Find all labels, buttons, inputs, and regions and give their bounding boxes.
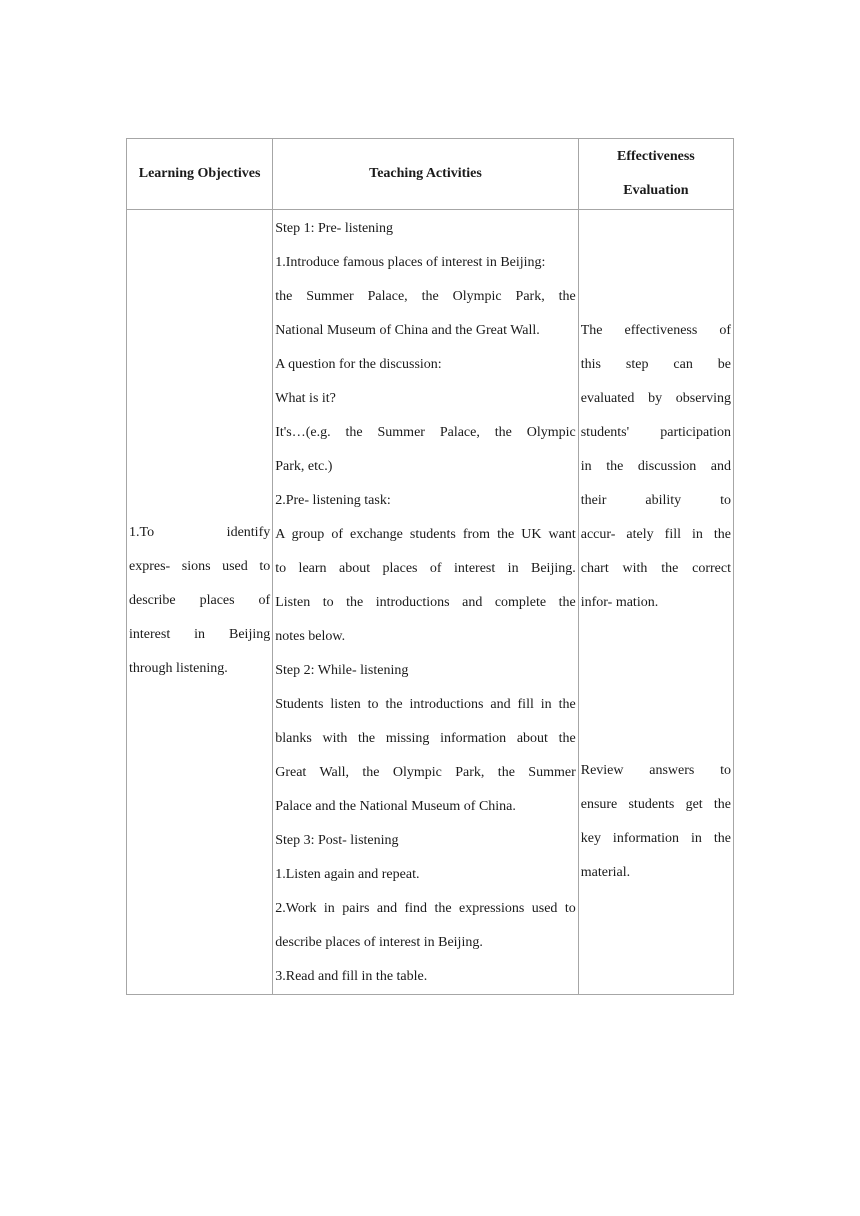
activity-line: Students listen to the introductions and fill in the [275,697,576,712]
activity-line: Listen to the introductions and complete the [275,595,576,610]
evaluation-line: chart with the correct [580,561,731,576]
lesson-plan-table [126,138,734,995]
activity-line: 1.Listen again and repeat. [275,867,420,882]
activity-line: Step 1: Pre- listening [275,221,394,236]
evaluation-line: material. [580,865,631,880]
evaluation-line: Review answers to [580,763,731,778]
activity-line: 2.Work in pairs and find the expressions used to [275,901,576,916]
activity-line: A question for the discussion: [275,357,442,372]
activity-line: National Museum of China and the Great Wall. [275,323,540,338]
header-activities-label: Teaching Activities [369,166,482,181]
objective-line: expres- sions used to [129,559,271,574]
activity-line: A group of exchange students from the UK want [275,527,576,542]
content-row [127,210,734,995]
activity-line: Step 3: Post- listening [275,833,399,848]
evaluation-text-step2 [579,754,733,890]
activity-line: notes below. [275,629,346,644]
evaluation-line: in the discussion and [580,459,731,474]
evaluation-line: ensure students get the [580,797,731,812]
activities-cell [273,210,579,995]
evaluation-text-step1 [579,314,733,620]
activity-line: Step 2: While- listening [275,663,409,678]
objective-line: through listening. [129,661,228,676]
evaluation-line: key information in the [580,831,731,846]
evaluation-line: accur- ately fill in the [580,527,731,542]
objective-line: 1.To identify [129,525,271,540]
objective-line: describe places of [129,593,271,608]
header-learning-objectives [127,139,273,210]
objectives-cell [127,210,273,995]
activity-line: Palace and the National Museum of China. [275,799,516,814]
evaluation-line: The effectiveness of [580,323,731,338]
activity-line: Great Wall, the Olympic Park, the Summer [275,765,576,780]
evaluation-line: their ability to [580,493,731,508]
activity-line: the Summer Palace, the Olympic Park, the [275,289,576,304]
evaluation-line: evaluated by observing [580,391,731,406]
activity-line: What is it? [275,391,336,406]
header-teaching-activities [273,139,579,210]
objective-line: interest in Beijing [129,627,271,642]
activity-line: describe places of interest in Beijing. [275,935,483,950]
header-objectives-label: Learning Objectives [138,166,261,181]
activity-line: blanks with the missing information about the [275,731,576,746]
evaluation-line: infor- mation. [580,595,659,610]
activity-line: Park, etc.) [275,459,333,474]
activity-line: 1.Introduce famous places of interest in Beijing: [275,255,546,270]
evaluation-cell [578,210,733,995]
evaluation-line: this step can be [580,357,731,372]
evaluation-line: students' participation [580,425,731,440]
activity-line: 3.Read and fill in the table. [275,969,428,984]
activity-line: It's…(e.g. the Summer Palace, the Olympic [275,425,576,440]
header-evaluation-line1: Effectiveness [616,149,695,164]
activities-text [273,210,578,994]
activity-line: 2.Pre- listening task: [275,493,391,508]
header-row [127,139,734,210]
objectives-text [127,516,272,686]
activity-line: to learn about places of interest in Beijing. [275,561,576,576]
header-evaluation-line2: Evaluation [623,183,689,198]
header-effectiveness-evaluation [578,139,733,210]
